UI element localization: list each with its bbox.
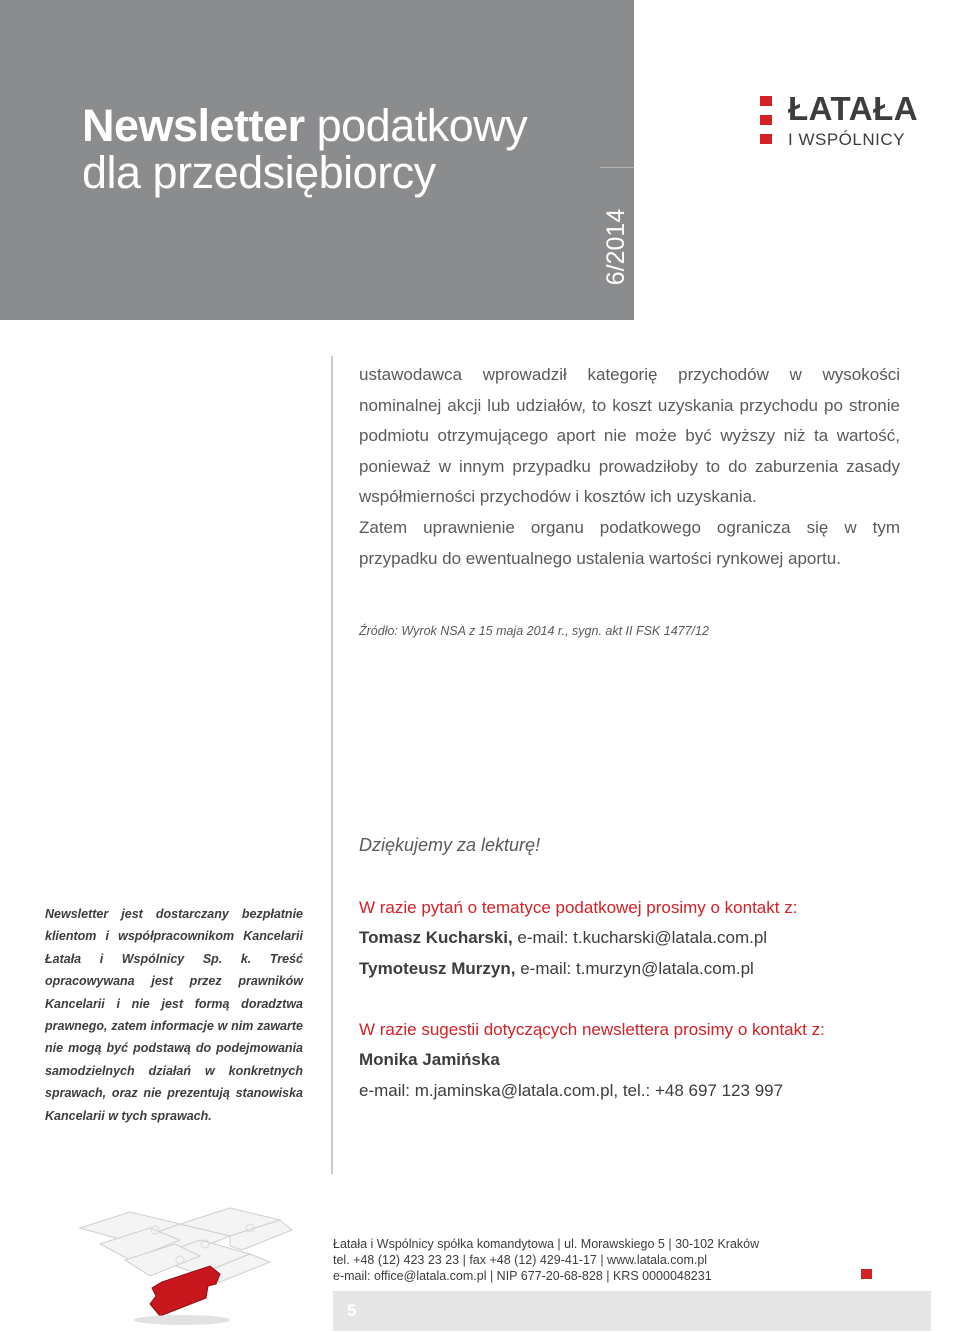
- contact-row: [359, 1049, 919, 1071]
- article-body: [359, 360, 900, 574]
- contact-row: [359, 958, 919, 980]
- article-paragraph: ustawodawca wprowadził kategorię przychodów w wysokości nominalnej akcji lub udziałów, to koszt uzyskania przychodu po stronie podmiotu otrzymującego aport nie może być wyższy niż ta wartość, ponieważ w innym przypadku prowadziłoby to do zaburzenia zasady współmierności przychodów i kosztów ich uzyskania.: [359, 365, 900, 507]
- puzzle-red-piece: [150, 1266, 220, 1316]
- contact-email[interactable]: e-mail: t.kucharski@latala.com.pl: [512, 928, 768, 947]
- contact-row: [359, 1080, 919, 1102]
- footer-square-icon: [861, 1269, 872, 1279]
- puzzle-white-pieces: [80, 1208, 292, 1282]
- article-source: Źródło: Wyrok NSA z 15 maja 2014 r., sygn. akt II FSK 1477/12: [359, 624, 709, 638]
- footer-line: e-mail: office@latala.com.pl | NIP 677-20-68-828 | KRS 0000048231: [333, 1269, 712, 1283]
- header-banner: [0, 0, 634, 320]
- newsletter-contact-heading: W razie sugestii dotyczących newslettera prosimy o kontakt z:: [359, 1020, 825, 1039]
- contact-email[interactable]: e-mail: m.jaminska@latala.com.pl, tel.: +48 697 123 997: [359, 1081, 784, 1100]
- contact-row: [359, 927, 919, 949]
- contact-name: Tomasz Kucharski,: [359, 928, 513, 947]
- contact-name: Tymoteusz Murzyn,: [359, 959, 516, 978]
- footer-line: tel. +48 (12) 423 23 23 | fax +48 (12) 429-41-17 | www.latala.com.pl: [333, 1253, 708, 1267]
- thanks-note: Dziękujemy za lekturę!: [359, 835, 541, 855]
- newsletter-title: [82, 102, 527, 196]
- footer-address: [333, 1236, 759, 1284]
- logo-name: ŁATAŁA: [788, 90, 919, 127]
- logo-subname: I WSPÓLNICY: [788, 130, 905, 149]
- title-line2: dla przedsiębiorcy: [82, 147, 436, 198]
- title-bold: Newsletter: [82, 100, 305, 151]
- tax-contact-heading: W razie pytań o tematyce podatkowej prosimy o kontakt z:: [359, 898, 798, 917]
- puzzle-illustration: [70, 1200, 310, 1330]
- contact-name: Monika Jamińska: [359, 1050, 500, 1069]
- footer-line: Łatała i Wspólnicy spółka komandytowa | ul. Morawskiego 5 | 30-102 Kraków: [333, 1237, 760, 1251]
- logo-square-icon: [760, 96, 772, 106]
- disclaimer: Newsletter jest dostarczany bezpłatnie klientom i współpracownikom Kancelarii Łatała i Wspólnicy Sp. k. Treść opracowywana jest przez prawników Kancelarii i nie jest formą doradztwa prawnego, zatem informacje w nim zawarte nie mogą być podstawą do podejmowania samodzielnych działań w konkretnych sprawach, oraz nie prezentują stanowiska Kancelarii w tych sprawach.: [45, 907, 303, 1123]
- article-paragraph: Zatem uprawnienie organu podatkowego ogranicza się w tym przypadku do ewentualnego ustalenia wartości rynkowej aportu.: [359, 517, 900, 568]
- issue-divider: [600, 167, 634, 168]
- company-logo: [760, 90, 930, 152]
- page-number: 5: [347, 1301, 357, 1320]
- issue-number: 6/2014: [602, 208, 630, 286]
- column-divider: [331, 356, 333, 1174]
- contact-email[interactable]: e-mail: t.murzyn@latala.com.pl: [515, 959, 754, 978]
- title-rest: podatkowy: [316, 100, 528, 151]
- logo-square-icon: [760, 134, 772, 144]
- logo-square-icon: [760, 115, 772, 125]
- page-number-bar: [333, 1291, 931, 1331]
